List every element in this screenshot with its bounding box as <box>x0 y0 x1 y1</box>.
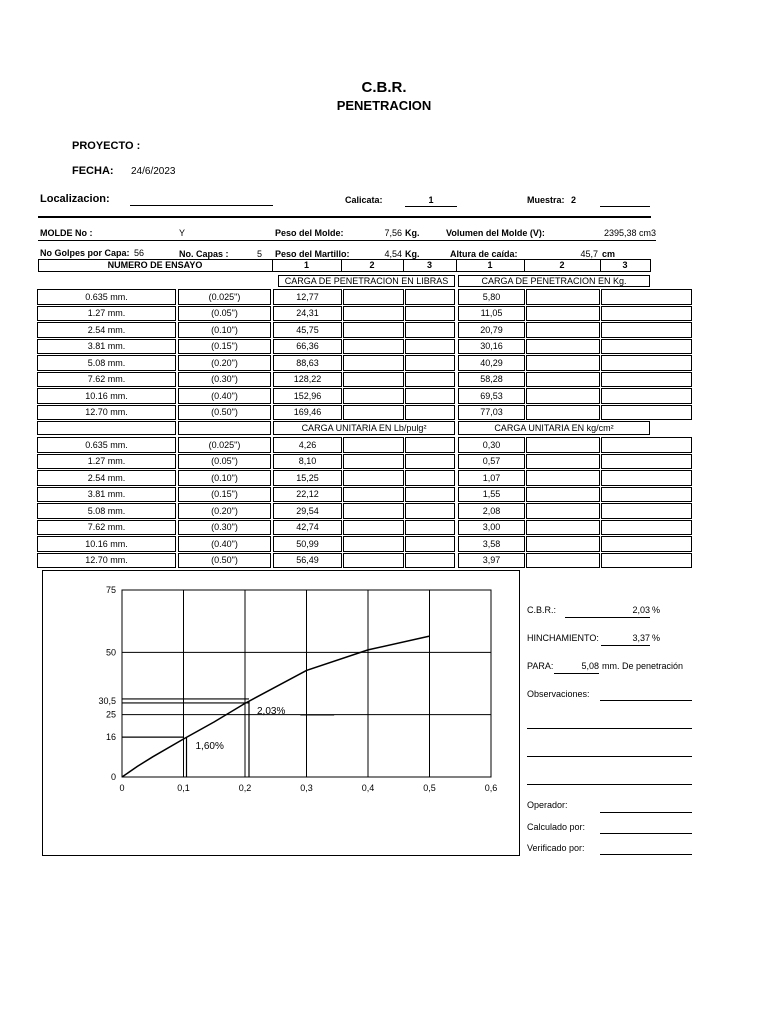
table2-cell-lb <box>273 553 342 569</box>
table1-cell-blank <box>405 355 455 371</box>
ensayo-col-4: 1 <box>487 260 493 270</box>
localizacion-underline <box>130 205 273 206</box>
table1-cell-lb <box>273 322 342 338</box>
table2-value-lb: 15,25 <box>296 472 319 483</box>
table2-value-lb: 50,99 <box>296 538 319 549</box>
table2-value-mm: 1.27 mm. <box>87 456 126 467</box>
table1-cell-blank <box>405 339 455 355</box>
table1-cell-kg <box>458 405 525 421</box>
fecha-label: FECHA: <box>72 165 114 177</box>
table1-value-lb: 152,96 <box>293 390 322 401</box>
observaciones-label: Observaciones: <box>527 689 590 699</box>
table1-value-mm: 1.27 mm. <box>87 308 126 319</box>
golpes-value: 56 <box>134 248 145 258</box>
table1-cell-mm <box>37 306 176 322</box>
capas-label: No. Capas : <box>179 249 229 259</box>
table1-value-in: (0.50") <box>211 407 238 418</box>
table2-header-kg-text: CARGA UNITARIA EN kg/cm² <box>494 423 614 433</box>
table1-value-lb: 169,46 <box>293 407 322 418</box>
table2-value-kg: 0,57 <box>482 456 501 467</box>
verificado-line[interactable] <box>600 854 692 855</box>
table1-cell-kg <box>458 289 525 305</box>
table2-cell-lb <box>273 470 342 486</box>
table2-cell-in <box>178 454 271 470</box>
altura-label: Altura de caída: <box>450 249 518 259</box>
table1-value-lb: 66,36 <box>296 341 319 352</box>
x-tick-label: 0,5 <box>423 783 436 793</box>
table2-cell-blank <box>405 503 455 519</box>
table2-cell-blank <box>526 470 600 486</box>
table2-cell-mm <box>37 470 176 486</box>
table2-cell-kg <box>458 536 525 552</box>
table1-cell-lb <box>273 388 342 404</box>
table2-value-kg: 3,58 <box>482 538 501 549</box>
altura-value: 45,7 <box>580 249 598 259</box>
table1-header-kg <box>458 275 650 287</box>
table2-cell-lb <box>273 437 342 453</box>
table2-header-lb <box>273 421 455 435</box>
table2-value-lb: 56,49 <box>296 555 319 566</box>
y-tick-label: 75 <box>105 585 116 595</box>
proyecto-label: PROYECTO : <box>72 140 141 152</box>
table1-value-kg: 40,29 <box>480 357 503 368</box>
table1-value-mm: 10.16 mm. <box>85 390 128 401</box>
operador-label: Operador: <box>527 800 568 810</box>
table2-value-lb: 22,12 <box>296 489 319 500</box>
table1-cell-blank <box>343 388 404 404</box>
ensayo-col-3: 3 <box>426 260 432 270</box>
calicata-label: Calicata: <box>345 195 383 205</box>
table1-cell-blank <box>601 339 692 355</box>
table2-header-blank-1 <box>37 421 176 435</box>
params-mid-line <box>38 240 656 241</box>
table1-cell-kg <box>458 355 525 371</box>
table1-value-in: (0.40") <box>211 390 238 401</box>
table1-value-in: (0.10") <box>211 324 238 335</box>
hinch-value: 3,37 <box>632 633 650 643</box>
table1-cell-blank <box>601 306 692 322</box>
table1-value-kg: 5,80 <box>482 291 501 302</box>
cbr-value: 2,03 <box>632 605 650 615</box>
table2-cell-blank <box>526 536 600 552</box>
calculado-label: Calculado por: <box>527 822 586 832</box>
table1-cell-blank <box>601 322 692 338</box>
table2-value-in: (0.15") <box>211 489 238 500</box>
table2-cell-mm <box>37 503 176 519</box>
table2-cell-blank <box>405 487 455 503</box>
table2-cell-in <box>178 536 271 552</box>
ensayo-col-6: 3 <box>622 260 628 270</box>
table2-cell-blank <box>601 503 692 519</box>
table1-value-kg: 20,79 <box>480 324 503 335</box>
table2-value-kg: 3,97 <box>482 555 501 566</box>
peso-molde-value: 7,56 <box>384 228 402 238</box>
table1-cell-mm <box>37 289 176 305</box>
table2-cell-blank <box>405 536 455 552</box>
muestra-label: Muestra: <box>527 195 565 205</box>
table2-value-in: (0.05") <box>211 456 238 467</box>
table1-cell-blank <box>601 405 692 421</box>
table2-cell-blank <box>343 487 404 503</box>
annotation-label: 1,60% <box>195 741 224 753</box>
peso-martillo-label: Peso del Martillo: <box>275 249 350 259</box>
table1-cell-mm <box>37 405 176 421</box>
table1-cell-in <box>178 405 271 421</box>
table2-header-kg <box>458 421 650 435</box>
table2-value-in: (0.10") <box>211 472 238 483</box>
table1-value-mm: 2.54 mm. <box>87 324 126 335</box>
para-value: 5,08 <box>581 661 599 671</box>
table2-cell-in <box>178 487 271 503</box>
table2-cell-in <box>178 437 271 453</box>
table1-value-lb: 12,77 <box>296 291 319 302</box>
table1-cell-blank <box>526 289 600 305</box>
table1-value-kg: 69,53 <box>480 390 503 401</box>
table1-cell-in <box>178 388 271 404</box>
table1-value-in: (0.05") <box>211 308 238 319</box>
table2-value-mm: 5.08 mm. <box>87 505 126 516</box>
table2-cell-in <box>178 520 271 536</box>
table1-value-mm: 5.08 mm. <box>87 357 126 368</box>
table1-cell-blank <box>343 289 404 305</box>
table2-cell-in <box>178 503 271 519</box>
numero-ensayo-label: NUMERO DE ENSAYO <box>107 260 203 270</box>
calicata-value: 1 <box>428 195 434 205</box>
table1-cell-blank <box>526 322 600 338</box>
table2-cell-mm <box>37 437 176 453</box>
molde-label: MOLDE No : <box>40 228 93 238</box>
volumen-label: Volumen del Molde (V): <box>446 228 545 238</box>
table2-cell-blank <box>405 520 455 536</box>
muestra-underline <box>600 206 650 207</box>
table1-value-mm: 7.62 mm. <box>87 374 126 385</box>
table2-cell-blank <box>526 487 600 503</box>
table1-cell-mm <box>37 388 176 404</box>
table2-cell-blank <box>601 437 692 453</box>
volumen-value: 2395,38 cm3 <box>603 228 656 238</box>
x-tick-label: 0,6 <box>484 783 498 793</box>
annotation-label: 2,03% <box>257 705 286 717</box>
cbr-label: C.B.R.: <box>527 605 557 615</box>
y-tick-label: 25 <box>105 709 116 720</box>
table1-cell-blank <box>343 355 404 371</box>
table1-cell-lb <box>273 306 342 322</box>
table1-cell-blank <box>405 322 455 338</box>
table2-cell-mm <box>37 536 176 552</box>
table2-value-in: (0.20") <box>211 505 238 516</box>
table2-cell-blank <box>526 454 600 470</box>
table1-cell-lb <box>273 355 342 371</box>
table2-cell-blank <box>601 454 692 470</box>
capas-value: 5 <box>257 249 263 259</box>
table2-cell-blank <box>526 520 600 536</box>
ensayo-col-2: 2 <box>369 260 375 270</box>
table1-cell-in <box>178 306 271 322</box>
table2-cell-lb <box>273 487 342 503</box>
table1-value-kg: 58,28 <box>480 374 503 385</box>
table2-cell-blank <box>343 437 404 453</box>
x-tick-label: 0,1 <box>177 783 190 793</box>
table1-cell-blank <box>601 388 692 404</box>
table1-cell-blank <box>343 339 404 355</box>
table2-cell-kg <box>458 437 525 453</box>
table2-cell-blank <box>343 503 404 519</box>
table1-value-in: (0.30") <box>211 374 238 385</box>
table1-value-in: (0.025") <box>208 291 241 302</box>
table2-cell-blank <box>405 470 455 486</box>
table1-cell-blank <box>601 289 692 305</box>
table2-value-kg: 3,00 <box>482 522 501 533</box>
y-tick-label: 0 <box>110 772 116 782</box>
table2-value-kg: 0,30 <box>482 439 501 450</box>
operador-line[interactable] <box>600 812 692 813</box>
table1-cell-in <box>178 339 271 355</box>
table1-cell-kg <box>458 339 525 355</box>
table2-cell-kg <box>458 454 525 470</box>
observaciones-line-2[interactable] <box>527 728 692 729</box>
table2-cell-blank <box>526 437 600 453</box>
ensayo-col-1: 1 <box>303 260 309 270</box>
table1-cell-blank <box>526 388 600 404</box>
calicata-underline <box>405 206 457 207</box>
table1-cell-blank <box>343 322 404 338</box>
table2-cell-kg <box>458 503 525 519</box>
table1-cell-blank <box>526 306 600 322</box>
table1-cell-blank <box>343 405 404 421</box>
table1-value-lb: 88,63 <box>296 357 319 368</box>
table1-cell-in <box>178 289 271 305</box>
table2-value-in: (0.40") <box>211 538 238 549</box>
table2-cell-blank <box>405 553 455 569</box>
table2-header-lb-text: CARGA UNITARIA EN Lb/pulg² <box>301 423 427 433</box>
table2-cell-blank <box>343 520 404 536</box>
cbr-chart <box>43 571 519 855</box>
table2-cell-blank <box>601 470 692 486</box>
table2-cell-mm <box>37 553 176 569</box>
table1-cell-lb <box>273 405 342 421</box>
hinch-underline <box>601 645 650 646</box>
altura-unit: cm <box>602 249 616 259</box>
y-tick-label: 16 <box>105 732 116 743</box>
table2-cell-blank <box>601 536 692 552</box>
table1-cell-blank <box>405 388 455 404</box>
x-tick-label: 0 <box>119 783 125 793</box>
table1-cell-blank <box>405 405 455 421</box>
peso-martillo-value: 4,54 <box>384 249 402 259</box>
para-unit: mm. De penetración <box>602 661 684 671</box>
x-tick-label: 0,3 <box>300 783 313 793</box>
table1-header-lb-text: CARGA DE PENETRACION EN LIBRAS <box>284 276 449 286</box>
verificado-label: Verificado por: <box>527 843 585 853</box>
para-label: PARA: <box>527 661 554 671</box>
ensayo-col-5: 2 <box>559 260 565 270</box>
table2-value-lb: 42,74 <box>296 522 319 533</box>
x-tick-label: 0,2 <box>238 783 252 793</box>
table1-cell-kg <box>458 372 525 388</box>
table1-cell-blank <box>601 355 692 371</box>
observaciones-line-3[interactable] <box>527 756 692 757</box>
table1-cell-blank <box>343 372 404 388</box>
table1-value-lb: 45,75 <box>296 324 319 335</box>
hinch-unit: % <box>652 633 661 643</box>
table2-value-in: (0.025") <box>208 439 241 450</box>
table2-cell-kg <box>458 487 525 503</box>
table2-cell-blank <box>343 454 404 470</box>
para-underline <box>554 673 599 674</box>
table1-cell-lb <box>273 289 342 305</box>
table2-cell-lb <box>273 454 342 470</box>
muestra-value: 2 <box>571 195 577 205</box>
table1-cell-lb <box>273 339 342 355</box>
golpes-label: No Golpes por Capa: <box>40 248 130 258</box>
table2-cell-blank <box>601 553 692 569</box>
table2-cell-in <box>178 470 271 486</box>
table2-value-lb: 29,54 <box>296 505 319 516</box>
table1-header-kg-text: CARGA DE PENETRACION EN Kg. <box>481 276 627 286</box>
observaciones-line-4[interactable] <box>527 784 692 785</box>
peso-martillo-unit: Kg. <box>405 249 420 259</box>
table1-cell-in <box>178 322 271 338</box>
table2-cell-lb <box>273 503 342 519</box>
observaciones-line-1[interactable] <box>600 700 692 701</box>
table2-cell-lb <box>273 520 342 536</box>
table2-cell-mm <box>37 487 176 503</box>
x-tick-label: 0,4 <box>361 783 375 793</box>
page-subtitle: PENETRACION <box>336 98 432 113</box>
table1-cell-mm <box>37 339 176 355</box>
calculado-line[interactable] <box>600 833 692 834</box>
table2-value-in: (0.50") <box>211 555 238 566</box>
table2-cell-blank <box>343 553 404 569</box>
table1-value-in: (0.15") <box>211 341 238 352</box>
hinch-label: HINCHAMIENTO: <box>527 633 599 643</box>
table1-cell-blank <box>526 355 600 371</box>
table1-value-lb: 128,22 <box>293 374 322 385</box>
params-top-line <box>38 216 651 218</box>
table1-cell-mm <box>37 372 176 388</box>
table2-cell-blank <box>405 454 455 470</box>
table2-value-mm: 7.62 mm. <box>87 522 126 533</box>
table2-cell-blank <box>601 487 692 503</box>
table1-cell-blank <box>526 405 600 421</box>
ensayo-border-right <box>650 259 651 272</box>
ensayo-bottom-line <box>38 271 651 272</box>
table2-cell-kg <box>458 520 525 536</box>
table2-value-mm: 2.54 mm. <box>87 472 126 483</box>
table1-cell-mm <box>37 322 176 338</box>
table1-cell-mm <box>37 355 176 371</box>
table2-value-kg: 1,07 <box>482 472 501 483</box>
table2-cell-lb <box>273 536 342 552</box>
table2-value-mm: 3.81 mm. <box>87 489 126 500</box>
table1-cell-blank <box>405 372 455 388</box>
table1-value-lb: 24,31 <box>296 308 319 319</box>
table2-cell-kg <box>458 470 525 486</box>
y-tick-label: 50 <box>105 647 116 658</box>
molde-value: Y <box>179 228 186 238</box>
table2-value-kg: 2,08 <box>482 505 501 516</box>
table2-value-mm: 10.16 mm. <box>85 538 128 549</box>
table1-cell-lb <box>273 372 342 388</box>
table1-header-lb <box>278 275 455 287</box>
table1-value-mm: 3.81 mm. <box>87 341 126 352</box>
cbr-underline <box>565 617 650 618</box>
peso-molde-unit: Kg. <box>405 228 420 238</box>
table1-value-mm: 12.70 mm. <box>85 407 128 418</box>
table2-cell-blank <box>343 536 404 552</box>
table2-value-mm: 12.70 mm. <box>85 555 128 566</box>
table1-value-kg: 77,03 <box>480 407 503 418</box>
localizacion-label: Localizacion: <box>40 193 110 205</box>
table2-cell-blank <box>343 470 404 486</box>
table2-cell-mm <box>37 454 176 470</box>
table1-cell-blank <box>405 289 455 305</box>
table1-value-kg: 30,16 <box>480 341 503 352</box>
page-title: C.B.R. <box>361 79 407 96</box>
table1-cell-in <box>178 355 271 371</box>
table1-cell-blank <box>601 372 692 388</box>
table2-cell-blank <box>601 520 692 536</box>
table2-cell-kg <box>458 553 525 569</box>
table1-cell-blank <box>526 372 600 388</box>
table1-cell-kg <box>458 388 525 404</box>
table2-value-lb: 8,10 <box>298 456 317 467</box>
table1-cell-blank <box>343 306 404 322</box>
table1-cell-in <box>178 372 271 388</box>
table2-value-in: (0.30") <box>211 522 238 533</box>
table1-cell-blank <box>405 306 455 322</box>
table2-value-kg: 1,55 <box>482 489 501 500</box>
cbr-unit: % <box>652 605 661 615</box>
table2-cell-blank <box>526 553 600 569</box>
table2-header-blank-2 <box>178 421 271 435</box>
table2-cell-blank <box>526 503 600 519</box>
y-tick-label: 30,5 <box>98 695 116 706</box>
table1-cell-blank <box>526 339 600 355</box>
chart-frame <box>42 570 520 856</box>
table1-value-in: (0.20") <box>211 357 238 368</box>
table2-value-mm: 0.635 mm. <box>85 439 128 450</box>
table1-cell-kg <box>458 322 525 338</box>
fecha-value: 24/6/2023 <box>131 166 176 177</box>
table2-cell-mm <box>37 520 176 536</box>
table2-cell-blank <box>405 437 455 453</box>
table2-value-lb: 4,26 <box>298 439 317 450</box>
table1-value-mm: 0.635 mm. <box>85 291 128 302</box>
table2-cell-in <box>178 553 271 569</box>
table1-cell-kg <box>458 306 525 322</box>
peso-molde-label: Peso del Molde: <box>275 228 344 238</box>
table1-value-kg: 11,05 <box>480 308 503 319</box>
